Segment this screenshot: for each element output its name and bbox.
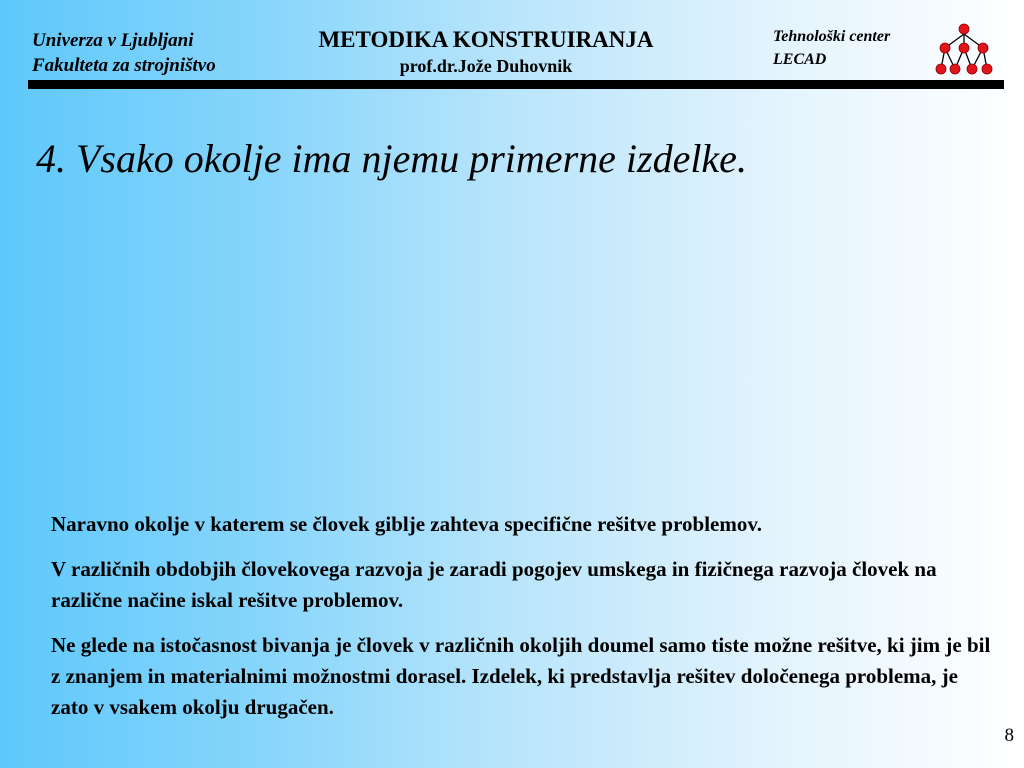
body-paragraph: Naravno okolje v katerem se človek giblje zahteva specifične rešitve problemov. (51, 512, 762, 536)
center-block (773, 25, 890, 71)
course-title: METODIKA KONSTRUIRANJA (318, 27, 654, 52)
slide-heading: 4. Vsako okolje ima njemu primerne izdelke. (36, 136, 747, 181)
author-name: prof.dr.Jože Duhovnik (399, 56, 573, 76)
center-acronym: LECAD (773, 51, 827, 68)
center-name: Tehnološki center (773, 28, 891, 45)
header-divider (28, 80, 1004, 89)
body-paragraph: Ne glede na istočasnost bivanja je človek v različnih okoljih doumel samo tiste možne rešitve, ki jim je bil z znanjem in materialnimi možnostmi dorasel. Izdelek, ki predstavlja rešitev določenega problema, je zato v vsakem okolju drugačen. (51, 633, 991, 719)
university-name: Univerza v Ljubljani (32, 30, 194, 51)
body-paragraph: V različnih obdobjih človekovega razvoja je zaradi pogojev umskega in fizičnega razvoja človek na različne načine iskal rešitve problemov. (51, 557, 937, 612)
page-number: 8 (1004, 725, 1014, 746)
faculty-name: Fakulteta za strojništvo (32, 55, 216, 76)
tree-network-icon (934, 22, 994, 78)
slide-body (51, 509, 996, 737)
